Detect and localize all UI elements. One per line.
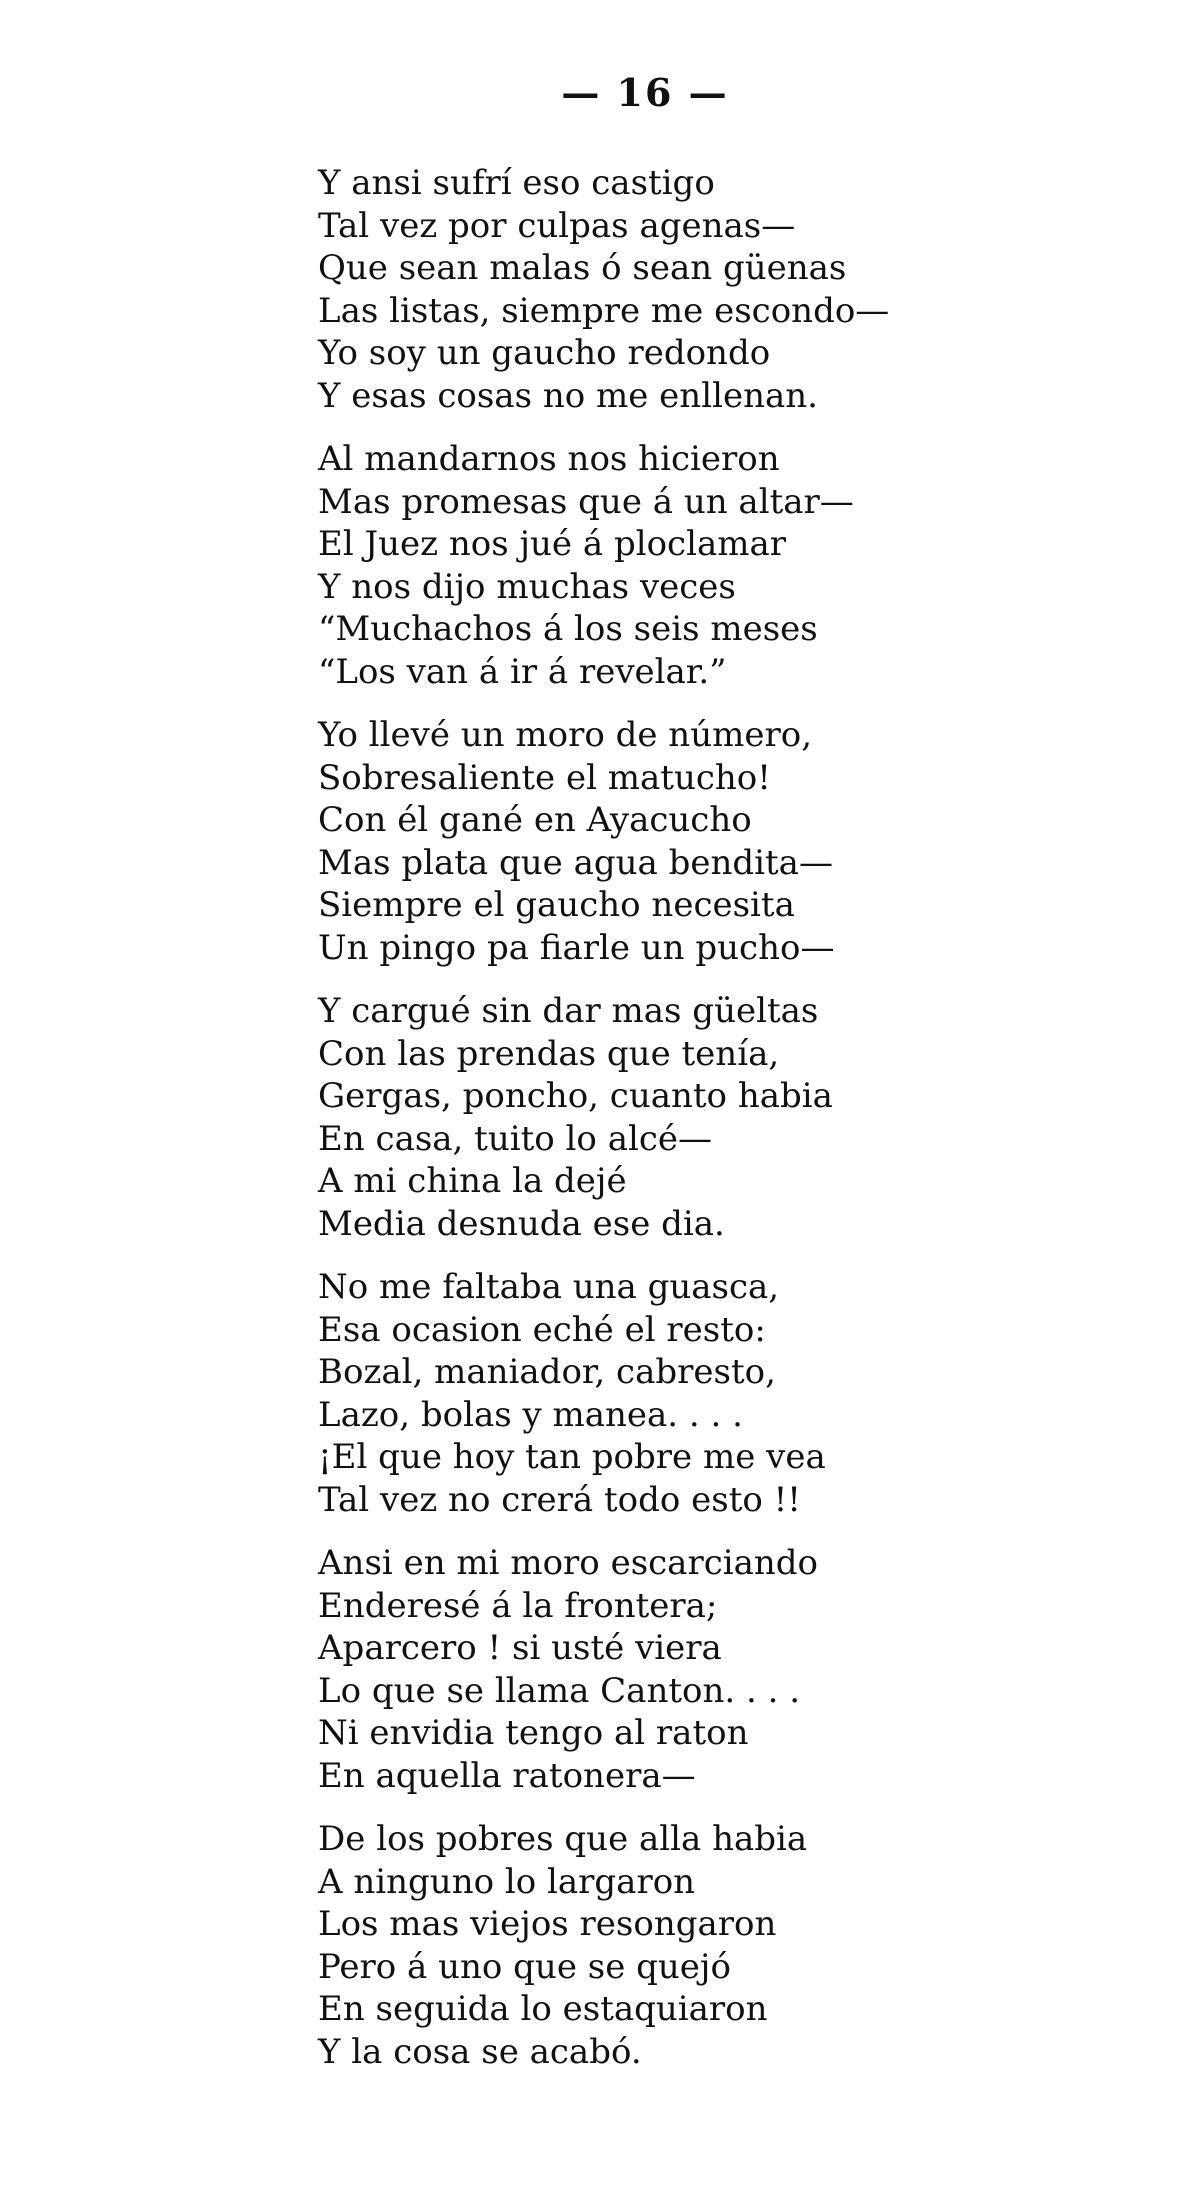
stanza <box>318 1542 1038 1797</box>
verse-line: Aparcero ! si usté viera <box>318 1628 722 1668</box>
verse-line: Yo soy un gaucho redondo <box>318 333 771 373</box>
verse-line: Bozal, maniador, cabresto, <box>318 1352 776 1392</box>
verse-line: En seguida lo estaquiaron <box>318 1989 768 2029</box>
verse-line: Mas promesas que á un altar— <box>318 481 854 522</box>
verse-line: Mas plata que agua bendita— <box>318 842 833 883</box>
stanza <box>318 1818 1038 2073</box>
verse-line: Ansi en mi moro escarciando <box>318 1543 819 1583</box>
stanza <box>318 438 1038 693</box>
verse-line: Ni envidia tengo al raton <box>318 1713 749 1753</box>
poem-body <box>318 162 1038 2094</box>
verse-line: Con él gané en Ayacucho <box>318 800 752 840</box>
verse-line: El Juez nos jué á ploclamar <box>318 524 786 564</box>
verse-line: Gergas, poncho, cuanto habia <box>318 1076 833 1116</box>
verse-line: Y nos dijo muchas veces <box>318 566 736 607</box>
verse-line: Al mandarnos nos hicieron <box>318 439 780 479</box>
verse-line: Pero á uno que se quejó <box>318 1946 731 1987</box>
verse-line: Y esas cosas no me enllenan. <box>318 375 818 416</box>
verse-line: En casa, tuito lo alcé— <box>318 1118 713 1159</box>
verse-line: Lo que se llama Canton. . . . <box>318 1670 801 1711</box>
verse-line: Las listas, siempre me escondo— <box>318 290 890 331</box>
verse-line: Sobresaliente el matucho! <box>318 757 771 798</box>
verse-line: Y cargué sin dar mas güeltas <box>318 991 819 1031</box>
verse-line: Y la cosa se acabó. <box>318 2031 642 2072</box>
verse-line: Yo llevé un moro de número, <box>318 715 812 755</box>
verse-line: “Muchachos á los seis meses <box>318 609 818 649</box>
verse-line: ¡El que hoy tan pobre me vea <box>318 1437 826 1477</box>
verse-line: Siempre el gaucho necesita <box>318 885 795 925</box>
verse-line: Lazo, bolas y manea. . . . <box>318 1394 743 1435</box>
verse-line: De los pobres que alla habia <box>318 1819 808 1859</box>
stanza <box>318 990 1038 1245</box>
verse-line: Y ansi sufrí eso castigo <box>318 163 715 203</box>
verse-line: Tal vez no crerá todo esto !! <box>318 1479 801 1520</box>
verse-line: Enderesé á la frontera; <box>318 1585 718 1626</box>
verse-line: En aquella ratonera— <box>318 1755 696 1796</box>
stanza <box>318 162 1038 417</box>
verse-line: No me faltaba una guasca, <box>318 1267 780 1307</box>
stanza <box>318 714 1038 969</box>
stanza <box>318 1266 1038 1521</box>
verse-line: Que sean malas ó sean güenas <box>318 248 847 288</box>
verse-line: “Los van á ir á revelar.” <box>318 651 727 692</box>
verse-line: Con las prendas que tenía, <box>318 1033 780 1074</box>
verse-line: A ninguno lo largaron <box>318 1861 696 1902</box>
verse-line: Media desnuda ese dia. <box>318 1203 725 1244</box>
verse-line: A mi china la dejé <box>318 1161 627 1201</box>
verse-line: Tal vez por culpas agenas— <box>318 205 796 246</box>
verse-line: Los mas viejos resongaron <box>318 1904 777 1944</box>
page-number: — 16 — <box>561 70 729 115</box>
verse-line: Esa ocasion eché el resto: <box>318 1309 766 1350</box>
verse-line: Un pingo pa fiarle un pucho— <box>318 927 835 968</box>
